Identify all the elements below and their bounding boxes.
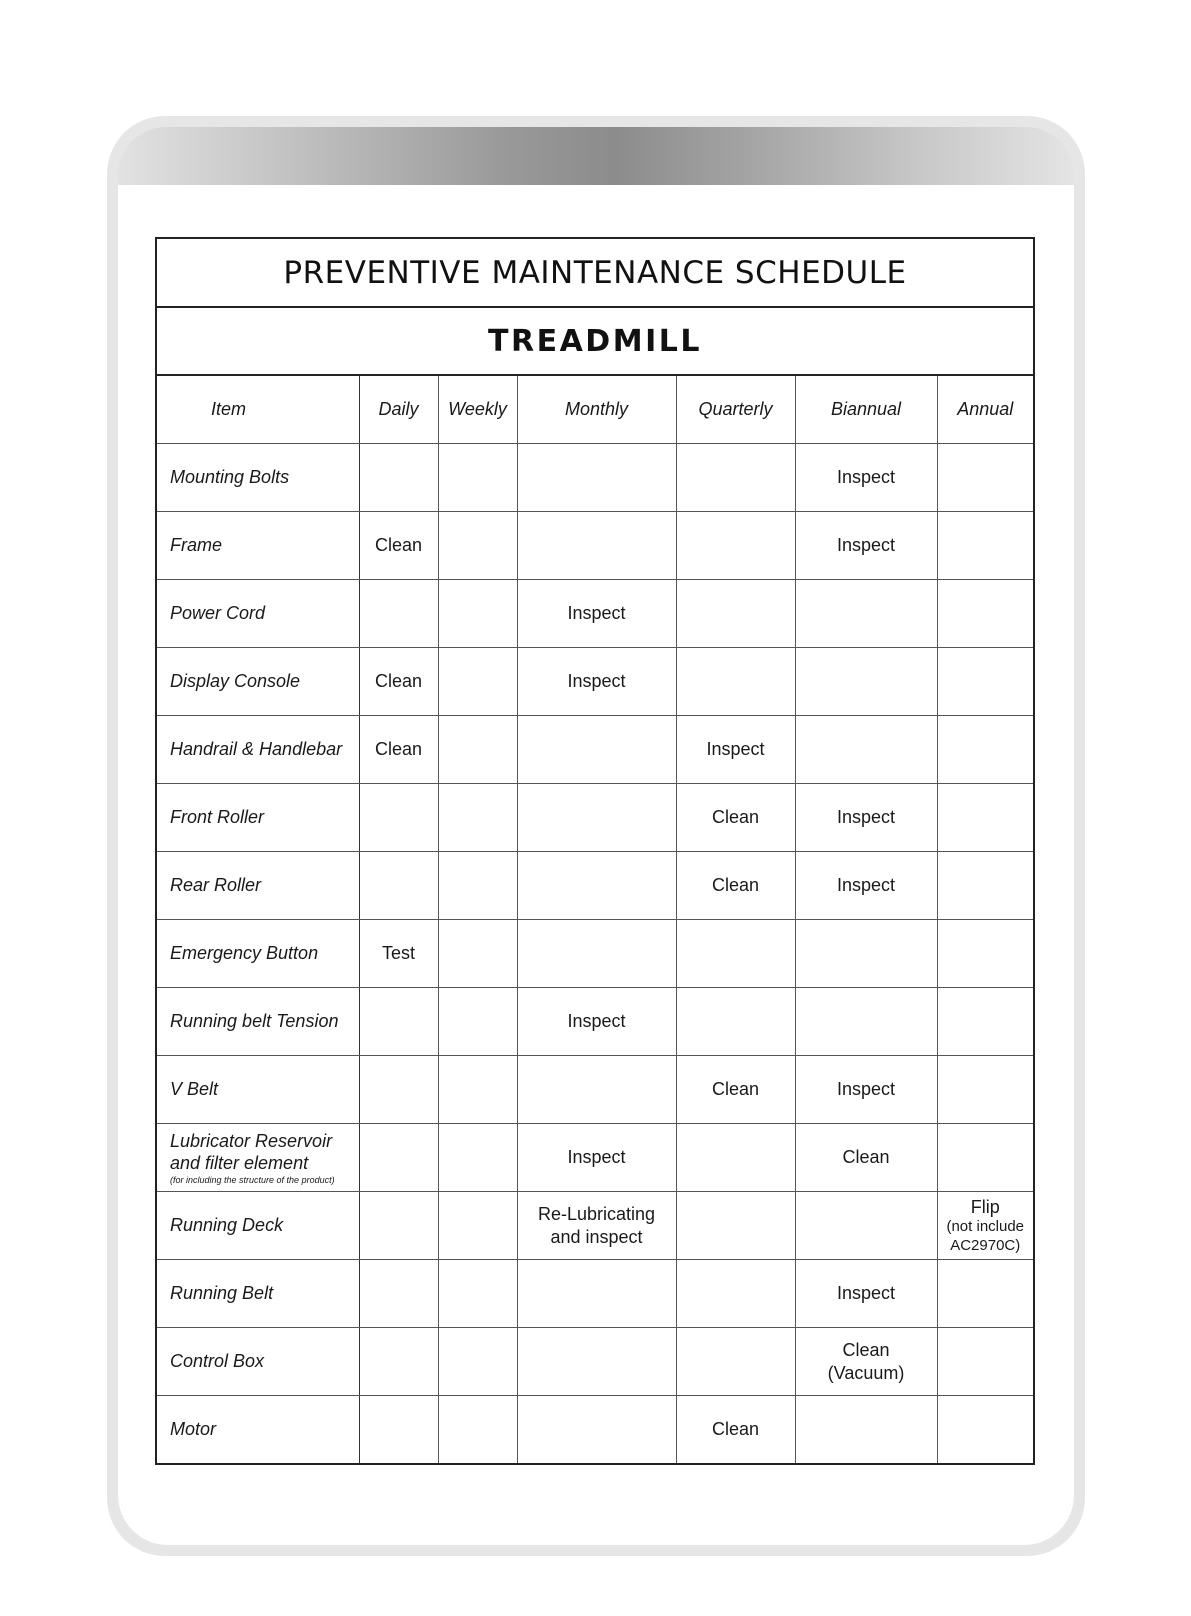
annual-cell (937, 1260, 1033, 1328)
column-header-annual: Annual (937, 376, 1033, 444)
quarterly-cell (676, 920, 795, 988)
annual-line-2: (not include (946, 1218, 1025, 1235)
daily-cell (359, 852, 438, 920)
daily-cell (359, 1328, 438, 1396)
daily-cell: Clean (359, 648, 438, 716)
monthly-cell (517, 1328, 676, 1396)
biannual-cell (795, 1396, 937, 1464)
daily-cell (359, 1260, 438, 1328)
daily-cell: Clean (359, 512, 438, 580)
monthly-cell (517, 716, 676, 784)
monthly-cell (517, 784, 676, 852)
annual-cell (937, 648, 1033, 716)
daily-cell (359, 784, 438, 852)
weekly-cell (438, 784, 517, 852)
table-row (157, 444, 1033, 512)
table-row (157, 1056, 1033, 1124)
weekly-cell (438, 988, 517, 1056)
table-row (157, 512, 1033, 580)
daily-cell (359, 1124, 438, 1192)
daily-cell (359, 444, 438, 512)
item-cell: V Belt (157, 1056, 359, 1124)
maintenance-schedule (155, 237, 1035, 1465)
annual-cell (937, 1192, 1033, 1260)
daily-cell (359, 1192, 438, 1260)
quarterly-cell (676, 1192, 795, 1260)
biannual-line-2: (Vacuum) (827, 1362, 905, 1383)
weekly-cell (438, 920, 517, 988)
table-row (157, 1396, 1033, 1464)
annual-cell (937, 1328, 1033, 1396)
annual-cell (937, 1056, 1033, 1124)
annual-cell (937, 852, 1033, 920)
annual-line-3: AC2970C) (950, 1236, 1021, 1254)
biannual-cell (795, 920, 937, 988)
annual-cell (937, 784, 1033, 852)
weekly-cell (438, 1396, 517, 1464)
annual-cell (937, 988, 1033, 1056)
table-row (157, 648, 1033, 716)
item-cell: Display Console (157, 648, 359, 716)
daily-cell (359, 988, 438, 1056)
biannual-cell (795, 1328, 937, 1396)
quarterly-cell: Clean (676, 1056, 795, 1124)
annual-cell (937, 1124, 1033, 1192)
daily-cell: Test (359, 920, 438, 988)
annual-cell (937, 580, 1033, 648)
weekly-cell (438, 648, 517, 716)
item-cell: Front Roller (157, 784, 359, 852)
weekly-cell (438, 1056, 517, 1124)
quarterly-cell (676, 1260, 795, 1328)
table-row (157, 852, 1033, 920)
monthly-cell (517, 444, 676, 512)
biannual-cell (795, 716, 937, 784)
schedule-table (157, 376, 1033, 1463)
daily-cell: Clean (359, 716, 438, 784)
item-cell: Running belt Tension (157, 988, 359, 1056)
biannual-cell: Clean (795, 1124, 937, 1192)
weekly-cell (438, 1328, 517, 1396)
quarterly-cell (676, 1328, 795, 1396)
monthly-cell: Inspect (517, 1124, 676, 1192)
column-header-monthly: Monthly (517, 376, 676, 444)
item-cell: Power Cord (157, 580, 359, 648)
biannual-cell (795, 580, 937, 648)
item-cell: Motor (157, 1396, 359, 1464)
card-header-gradient (118, 127, 1074, 185)
column-header-biannual: Biannual (795, 376, 937, 444)
annual-cell (937, 444, 1033, 512)
annual-cell (937, 1396, 1033, 1464)
item-note: (for including the structure of the product) (170, 1174, 335, 1185)
item-cell: Control Box (157, 1328, 359, 1396)
item-cell: Mounting Bolts (157, 444, 359, 512)
item-cell: Running Belt (157, 1260, 359, 1328)
monthly-line-1: Re-Lubricating (537, 1204, 656, 1224)
daily-cell (359, 580, 438, 648)
item-cell: Handrail & Handlebar (157, 716, 359, 784)
table-row (157, 920, 1033, 988)
weekly-cell (438, 852, 517, 920)
weekly-cell (438, 512, 517, 580)
biannual-cell: Inspect (795, 1260, 937, 1328)
biannual-cell (795, 1192, 937, 1260)
item-cell: Frame (157, 512, 359, 580)
item-line-1: Lubricator Reservoir (170, 1130, 333, 1151)
monthly-cell (517, 852, 676, 920)
header-row (157, 376, 1033, 444)
table-row (157, 988, 1033, 1056)
biannual-cell: Inspect (795, 1056, 937, 1124)
table-row (157, 1260, 1033, 1328)
column-header-item: Item (157, 376, 359, 444)
column-header-weekly: Weekly (438, 376, 517, 444)
monthly-cell (517, 920, 676, 988)
table-row (157, 1192, 1033, 1260)
weekly-cell (438, 1124, 517, 1192)
item-cell: Running Deck (157, 1192, 359, 1260)
quarterly-cell (676, 1124, 795, 1192)
quarterly-cell (676, 444, 795, 512)
annual-cell (937, 920, 1033, 988)
schedule-subtitle: TREADMILL (157, 308, 1033, 376)
monthly-cell (517, 1192, 676, 1260)
quarterly-cell: Inspect (676, 716, 795, 784)
item-cell (157, 1124, 359, 1192)
annual-cell (937, 716, 1033, 784)
monthly-cell (517, 1396, 676, 1464)
daily-cell (359, 1396, 438, 1464)
annual-line-1: Flip (970, 1196, 1000, 1217)
biannual-cell (795, 648, 937, 716)
monthly-cell: Inspect (517, 580, 676, 648)
monthly-cell (517, 1260, 676, 1328)
quarterly-cell (676, 988, 795, 1056)
biannual-cell: Inspect (795, 784, 937, 852)
quarterly-cell: Clean (676, 1396, 795, 1464)
table-row (157, 716, 1033, 784)
table-row (157, 1124, 1033, 1192)
quarterly-cell (676, 648, 795, 716)
quarterly-cell: Clean (676, 784, 795, 852)
monthly-line-2: and inspect (550, 1226, 643, 1247)
quarterly-cell (676, 512, 795, 580)
biannual-cell (795, 988, 937, 1056)
weekly-cell (438, 1192, 517, 1260)
quarterly-cell (676, 580, 795, 648)
monthly-cell (517, 512, 676, 580)
table-row (157, 580, 1033, 648)
biannual-cell: Inspect (795, 512, 937, 580)
table-row (157, 784, 1033, 852)
quarterly-cell: Clean (676, 852, 795, 920)
item-cell: Emergency Button (157, 920, 359, 988)
weekly-cell (438, 444, 517, 512)
biannual-cell: Inspect (795, 852, 937, 920)
weekly-cell (438, 1260, 517, 1328)
weekly-cell (438, 580, 517, 648)
column-header-daily: Daily (359, 376, 438, 444)
biannual-cell: Inspect (795, 444, 937, 512)
item-line-2: and filter element (170, 1153, 309, 1174)
monthly-cell: Inspect (517, 648, 676, 716)
monthly-cell: Inspect (517, 988, 676, 1056)
daily-cell (359, 1056, 438, 1124)
monthly-cell (517, 1056, 676, 1124)
schedule-title: PREVENTIVE MAINTENANCE SCHEDULE (157, 239, 1033, 308)
column-header-quarterly: Quarterly (676, 376, 795, 444)
weekly-cell (438, 716, 517, 784)
table-row (157, 1328, 1033, 1396)
annual-cell (937, 512, 1033, 580)
biannual-line-1: Clean (842, 1340, 890, 1360)
item-cell: Rear Roller (157, 852, 359, 920)
